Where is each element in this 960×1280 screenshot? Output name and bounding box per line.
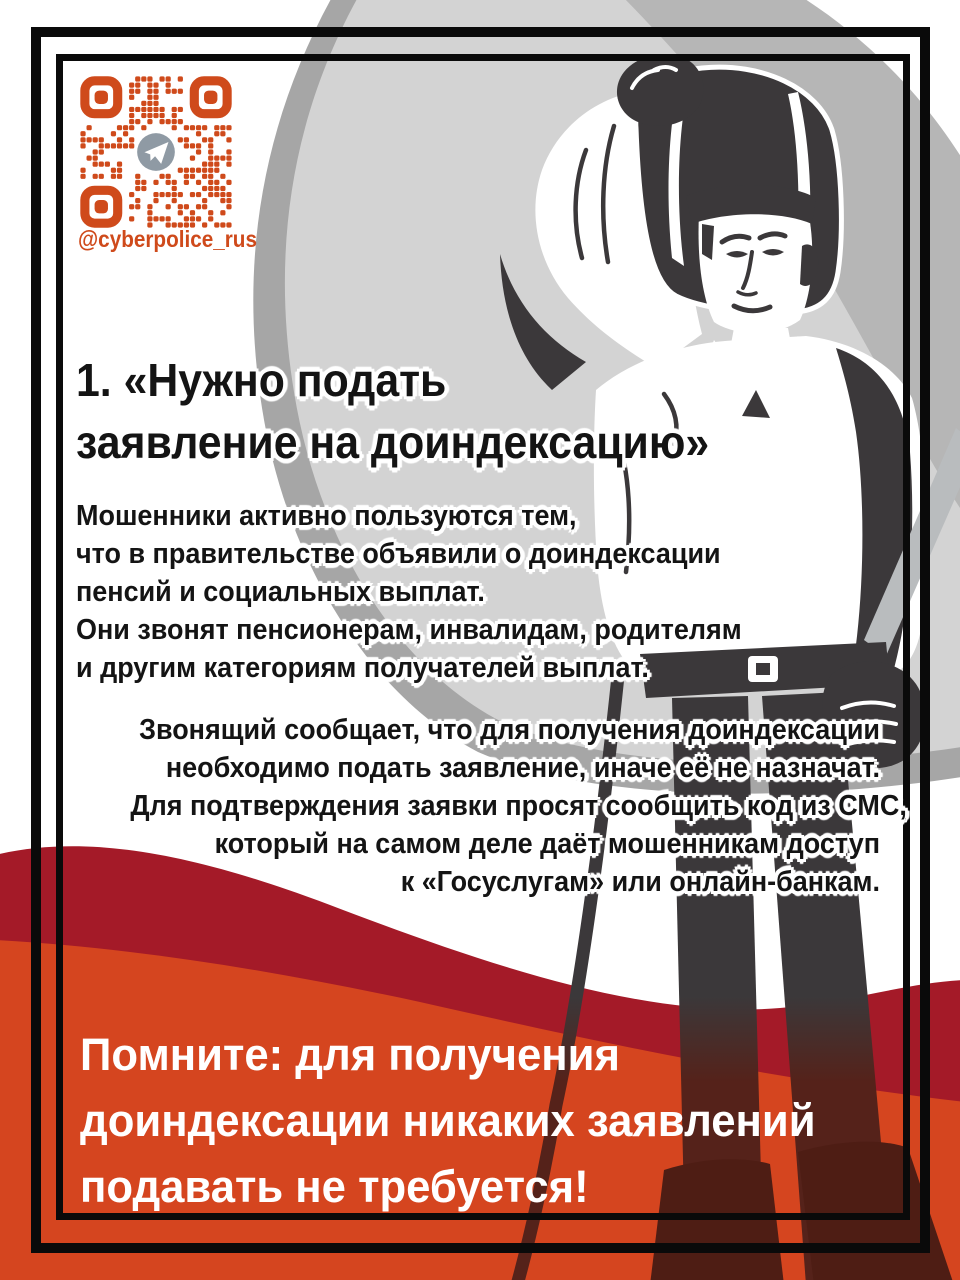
- paragraph-line: что в правительстве объявили о доиндексации: [76, 538, 721, 570]
- paragraph-line: который на самом деле даёт мошенникам доступ: [214, 828, 881, 860]
- qr-code: [80, 76, 232, 228]
- footer-line: подавать не требуется!: [80, 1161, 589, 1212]
- poster-title: [76, 349, 709, 473]
- qr-label: @cyberpolice_rus: [78, 226, 257, 252]
- paragraph-line: Они звонят пенсионерам, инвалидам, родителям: [76, 614, 742, 646]
- paragraph-line: к «Госуслугам» или онлайн-банкам.: [400, 866, 880, 898]
- paragraph-line: Звонящий сообщает, что для получения доиндексации: [139, 714, 880, 746]
- detail-paragraph: [130, 711, 907, 901]
- paragraph-line: Мошенники активно пользуются тем,: [76, 500, 577, 532]
- title-line: 1. «Нужно подать: [76, 354, 447, 406]
- footer-warning: [80, 1022, 816, 1220]
- paragraph-line: и другим категориям получателей выплат.: [76, 652, 649, 684]
- footer-line: Помните: для получения: [80, 1029, 620, 1080]
- paragraph-line: необходимо подать заявление, иначе её не назначат.: [165, 752, 880, 784]
- footer-line: доиндексации никаких заявлений: [80, 1095, 816, 1146]
- intro-paragraph: [76, 497, 742, 687]
- title-line: заявление на доиндексацию»: [76, 416, 710, 468]
- paragraph-line: Для подтверждения заявки просят сообщить код из СМС,: [130, 790, 907, 822]
- paragraph-line: пенсий и социальных выплат.: [76, 576, 485, 608]
